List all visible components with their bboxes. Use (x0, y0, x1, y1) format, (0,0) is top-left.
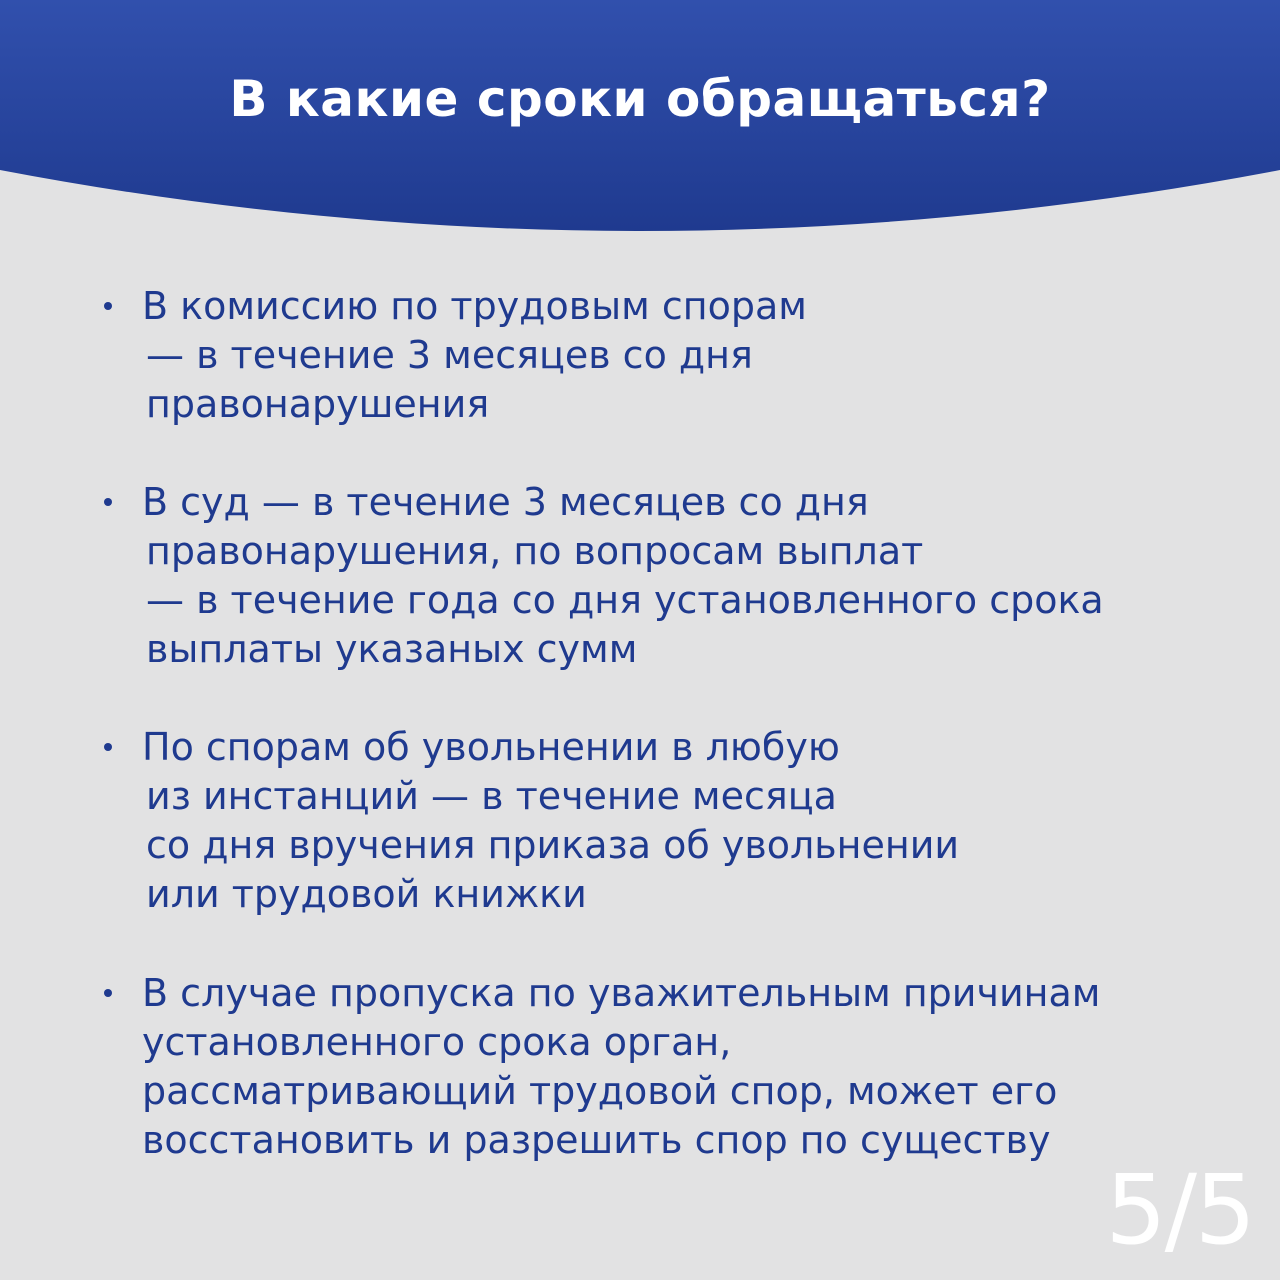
list-item-line: — в течение 3 месяцев со дня (146, 333, 753, 377)
list-item (104, 969, 1194, 1165)
list-item-line: восстановить и разрешить спор по существу (142, 1118, 1051, 1162)
list-item-line: установленного срока орган, (142, 1020, 732, 1064)
list-item-line: правонарушения, по вопросам выплат (146, 529, 924, 573)
list-item (104, 478, 1194, 674)
page-title: В какие сроки обращаться? (229, 70, 1051, 128)
list-item (104, 282, 1194, 429)
list-item-line: рассматривающий трудовой спор, может его (142, 1069, 1058, 1113)
bullet-dot-icon (104, 302, 112, 310)
bullet-dot-icon (104, 743, 112, 751)
list-item-line: выплаты указаных сумм (146, 627, 638, 671)
bullet-dot-icon (104, 498, 112, 506)
list-item-line: В суд — в течение 3 месяцев со дня (142, 480, 869, 524)
list-item-line: со дня вручения приказа об увольнении (146, 823, 960, 867)
list-item-line: По спорам об увольнении в любую (142, 725, 840, 769)
list-item-line: — в течение года со дня установленного срока (146, 578, 1104, 622)
bullet-dot-icon (104, 989, 112, 997)
list-item-line: из инстанций — в течение месяца (146, 774, 837, 818)
list-item-line: В случае пропуска по уважительным причинам (142, 971, 1101, 1015)
list-item (104, 723, 1194, 919)
list-item-line: В комиссию по трудовым спорам (142, 284, 807, 328)
page-counter: 5/5 (1105, 1154, 1254, 1266)
list-item-line: или трудовой книжки (146, 872, 587, 916)
list-item-line: правонарушения (146, 382, 490, 426)
